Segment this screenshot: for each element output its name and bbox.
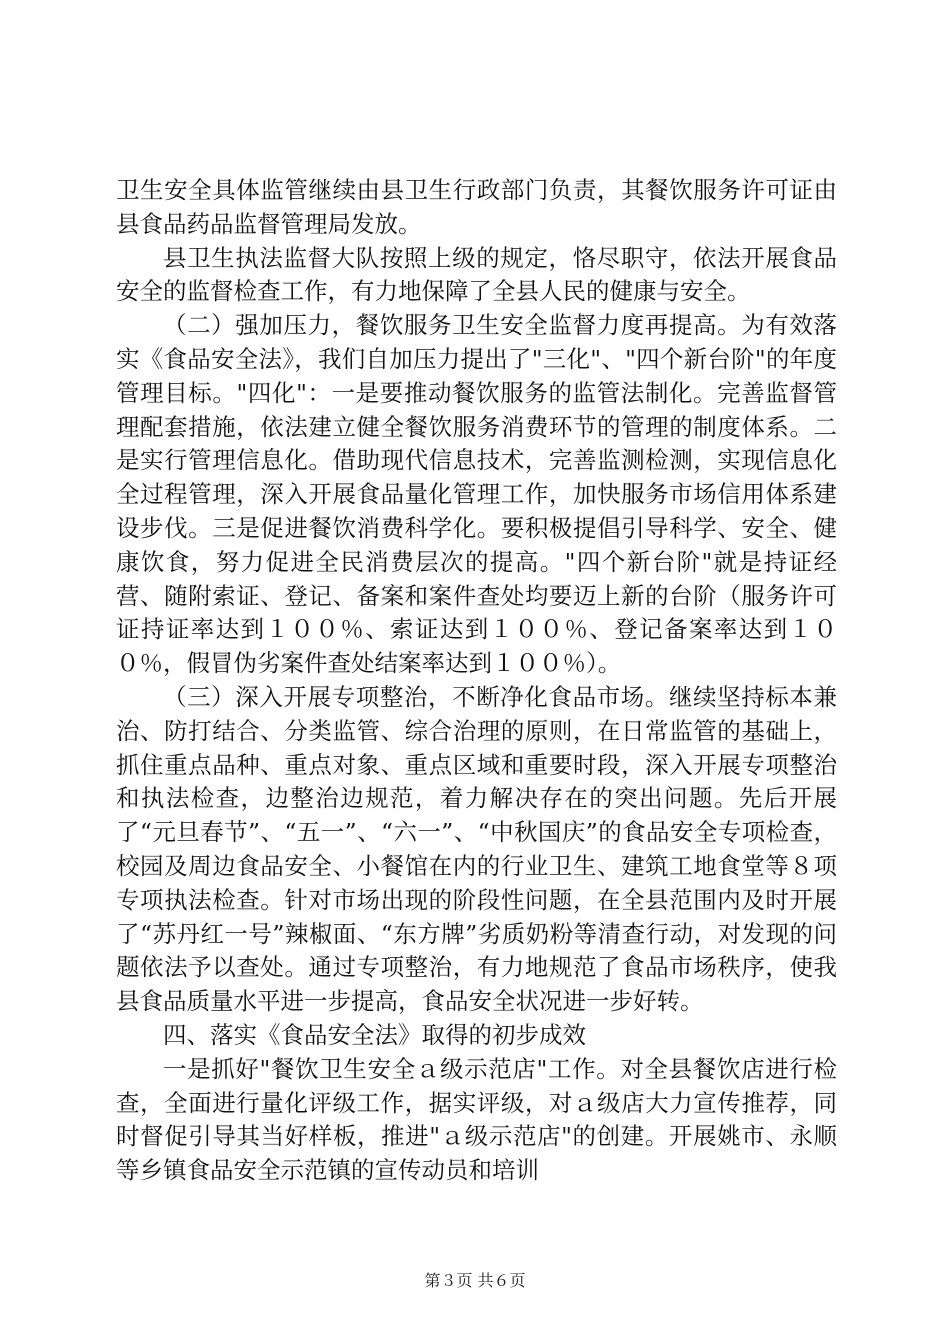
paragraph-3: （二）强加压力，餐饮服务卫生安全监督力度再提高。为有效落实《食品安全法》，我们自加压力提出了"三化"、"四个新台阶"的年度管理目标。"四化"：一是要推动餐饮服务的监管法制化。完善监督管理配套措施，依法建立健全餐饮服务消费环节的管理的制度体系。二是实行管理信息化。借助现代信息技术，完善监测检测，实现信息化全过程管理，深入开展食品量化管理工作，加快服务市场信用体系建设步伐。三是促进餐饮消费科学化。要积极提倡引导科学、安全、健康饮食，努力促进全民消费层次的提高。"四个新台阶"就是持证经营、随附索证、登记、备案和案件查处均要迈上新的台阶（服务许可证持证率达到１００％、索证达到１００％、登记备案率达到１００％，假冒伪劣案件查处结案率达到１００％）。 — [116, 311, 837, 678]
document-body — [116, 174, 837, 1188]
paragraph-2: 县卫生执法监督大队按照上级的规定，恪尽职守，依法开展食品安全的监督检查工作，有力地保障了全县人民的健康与安全。 — [116, 243, 837, 306]
paragraph-6: 一是抓好"餐饮卫生安全ａ级示范店"工作。对全县餐饮店进行检查，全面进行量化评级工作，据实评级，对ａ级店大力宣传推荐，同时督促引导其当好样板，推进"ａ级示范店"的创建。开展姚市、永顺等乡镇食品安全示范镇的宣传动员和培训 — [116, 1054, 837, 1185]
paragraph-1: 卫生安全具体监管继续由县卫生行政部门负责，其餐饮服务许可证由县食品药品监督管理局发放。 — [116, 176, 837, 238]
section-heading: 四、落实《食品安全法》取得的初步成效 — [163, 1020, 586, 1049]
page-number-footer: 第３页 共６页 — [424, 1271, 526, 1290]
paragraph-4: （三）深入开展专项整治，不断净化食品市场。继续坚持标本兼治、防打结合、分类监管、综合治理的原则，在日常监管的基础上，抓住重点品种、重点对象、重点区域和重要时段，深入开展专项整治和执法检查，边整治边规范，着力解决存在的突出问题。先后开展了“元旦春节”、“五一”、“六一”、“中秋国庆”的食品安全专项检查，校园及周边食品安全、小餐馆在内的行业卫生、建筑工地食堂等８项专项执法检查。针对市场出现的阶段性问题，在全县范围内及时开展了“苏丹红一号”辣椒面、“东方牌”劣质奶粉等清查行动，对发现的问题依法予以查处。通过专项整治，有力地规范了食品市场秩序，使我县食品质量水平进一步提高，食品安全状况进一步好转。 — [116, 682, 837, 1016]
